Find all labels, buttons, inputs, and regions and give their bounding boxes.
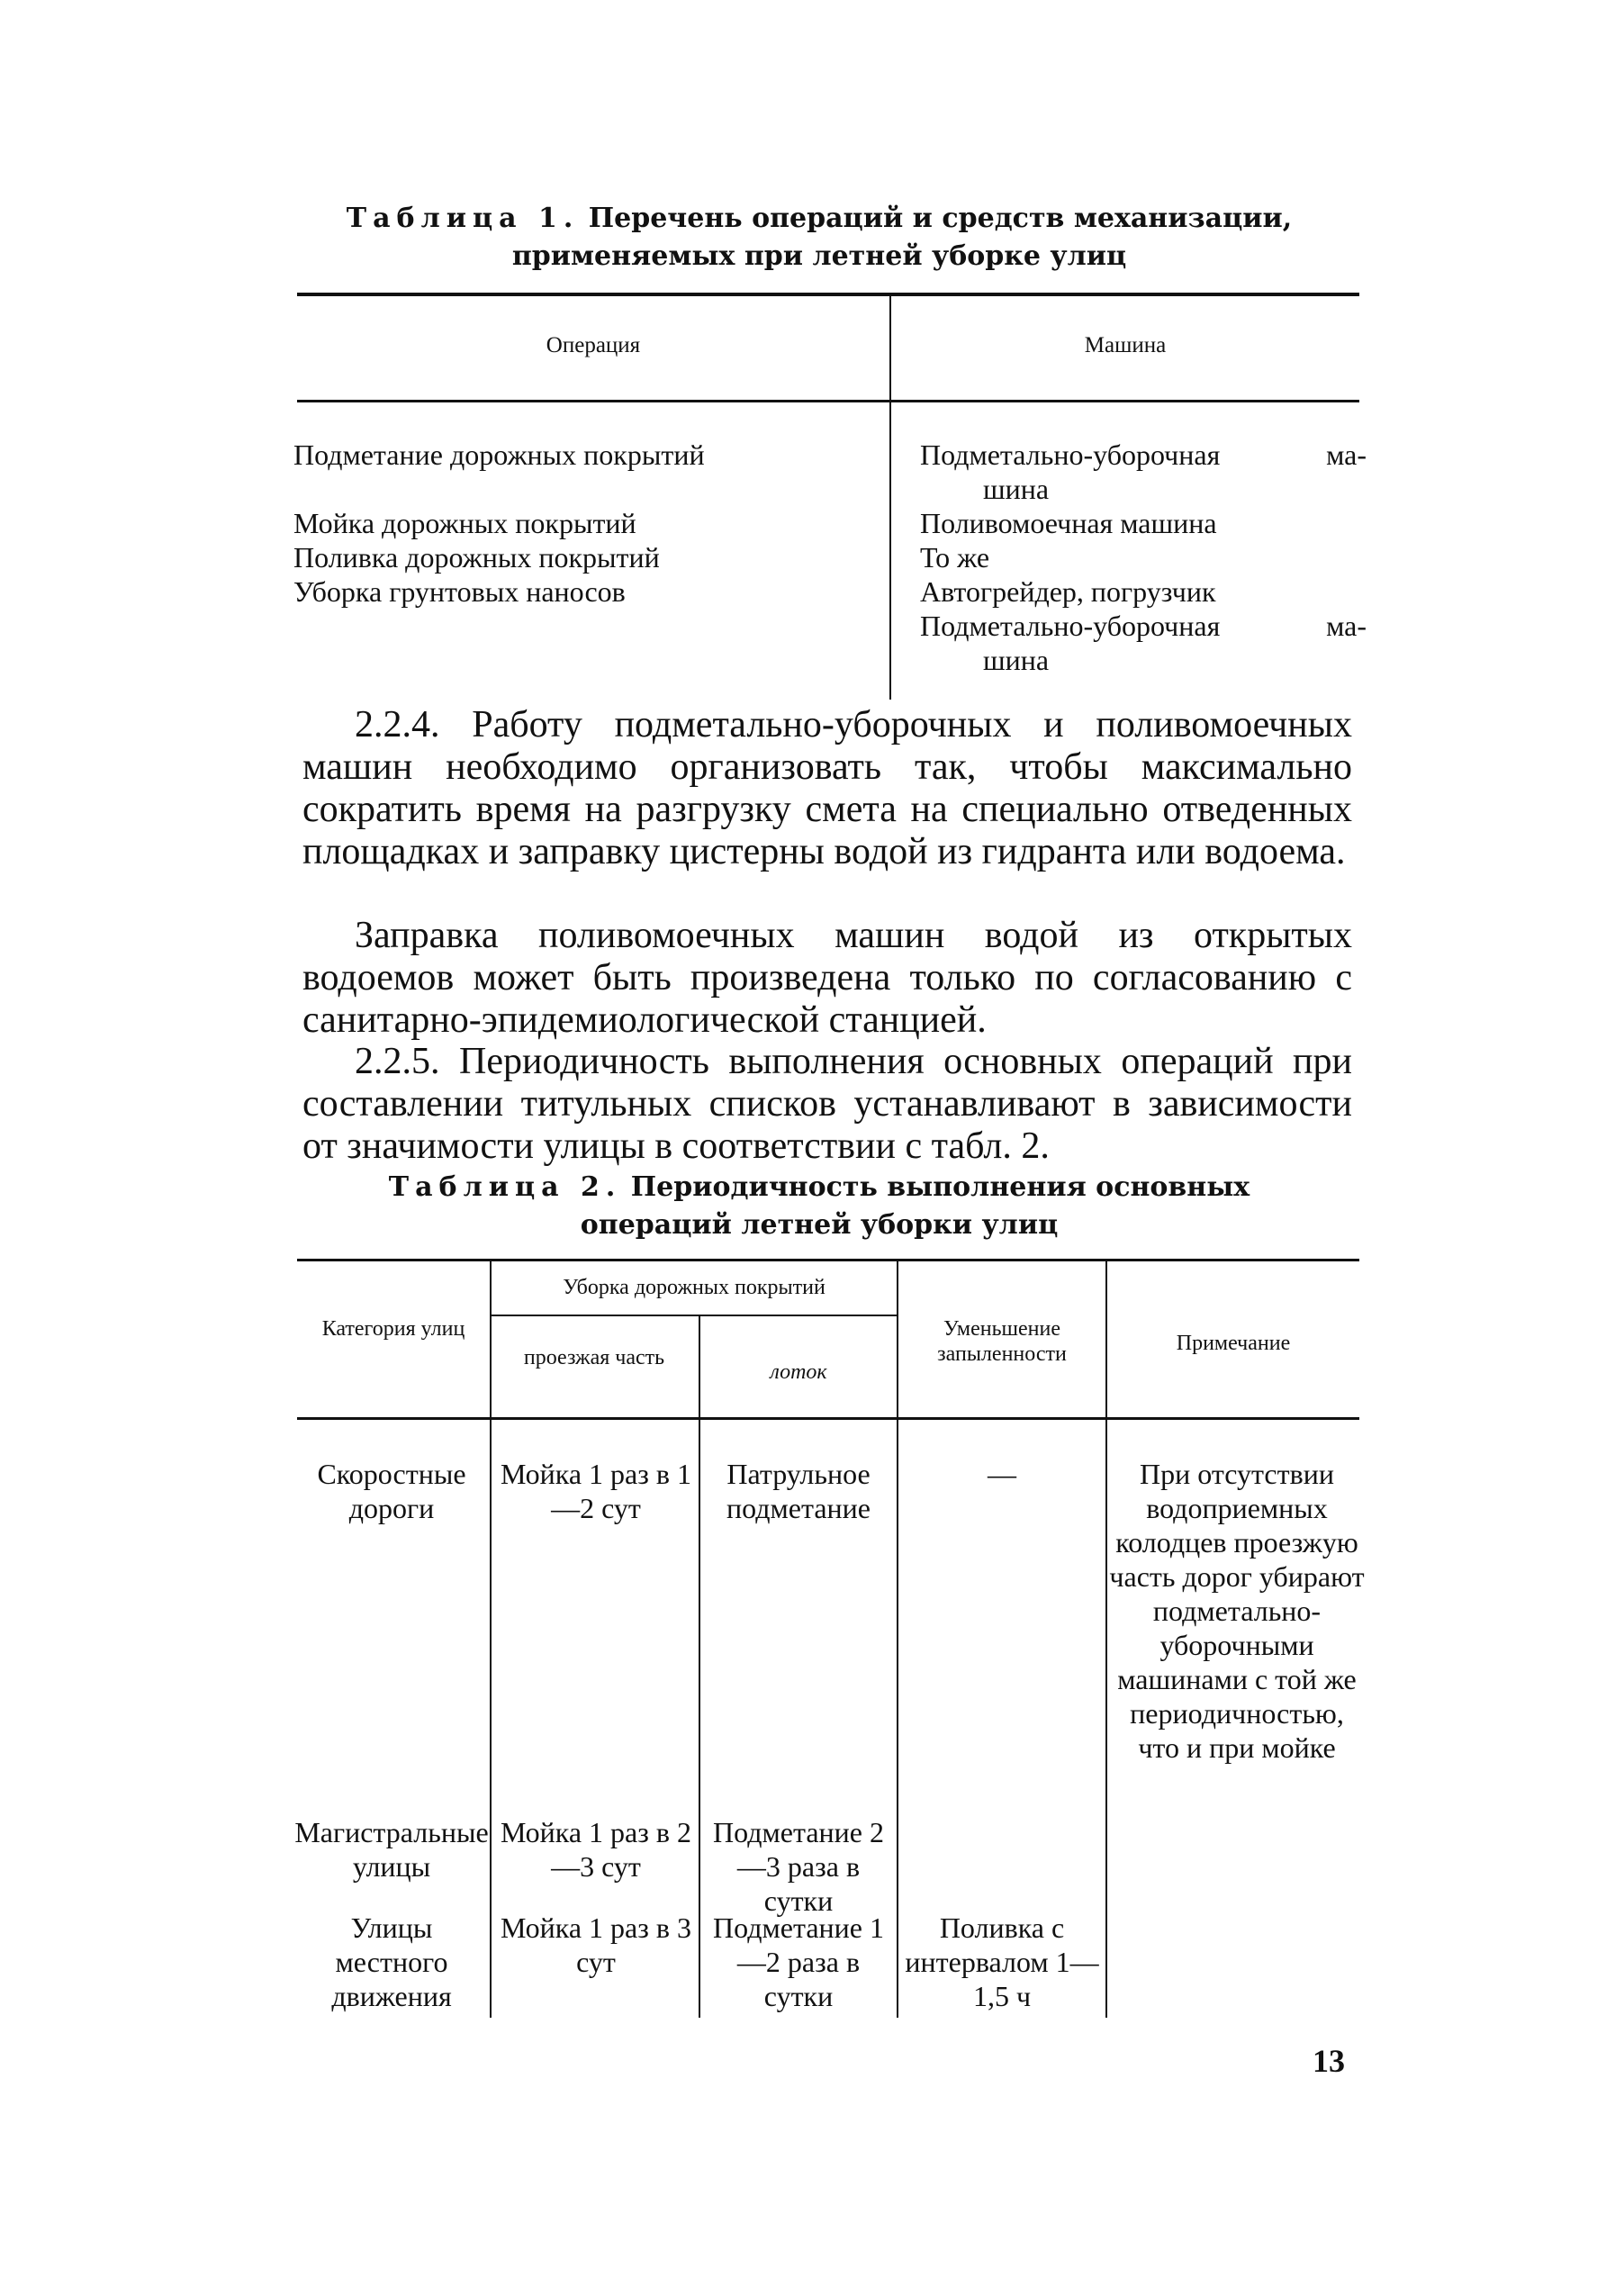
table1-top-rule (297, 293, 1359, 296)
table2-row2-roadway: Мойка 1 раз в 2—3 сут (501, 1816, 691, 1883)
table2-header-gutter: лоток (770, 1360, 827, 1384)
table2-top-rule (297, 1259, 1359, 1261)
table1-header-rule (297, 400, 1359, 402)
table2-caption-line1: Периодичность выполнения основных (630, 1171, 1250, 1203)
table2-row2-gutter: Подметание 2—3 раза в сутки (713, 1816, 884, 1917)
table2-header-note: Примечание (1176, 1332, 1291, 1355)
table1-operation-1: Подметание дорожных покрытий (293, 438, 705, 471)
table2-divider-3 (897, 1261, 898, 2018)
table2-caption (297, 1169, 1341, 1244)
table2-row1-dust: — (988, 1458, 1016, 1490)
table1-machine-5b: ма- (1326, 610, 1367, 642)
table1-caption-line1: Перечень операций и средств механизации, (588, 203, 1293, 234)
table2-row3-gutter: Подметание 1—2 раза в сутки (713, 1911, 884, 2012)
table2-divider-1 (490, 1261, 492, 2018)
table1-header-operation: Операция (546, 333, 641, 357)
page-number: 13 (1313, 2043, 1345, 2079)
table1-machine-4: Автогрейдер, погрузчик (920, 575, 1216, 608)
table2-divider-4 (1105, 1261, 1107, 2018)
table1-operations (293, 438, 705, 609)
table2-divider-2 (699, 1316, 700, 2018)
paragraph-2-2-4: 2.2.4. Работу подметально-уборочных и поливомоечных машин необходимо организовать так, чтобы максимально сократить время на разгрузку смета на специально отведенных площадках и заправку цистерны водой из гидранта или водоема. (302, 704, 1352, 872)
table1-machine-1c: шина (983, 473, 1050, 505)
table1-operation-2: Мойка дорожных покрытий (293, 507, 636, 539)
table2-row1-roadway: Мойка 1 раз в 1—2 сут (501, 1458, 691, 1524)
table1-caption-label: Таблица 1. (346, 203, 580, 234)
table1-operation-4: Уборка грунтовых наносов (293, 575, 626, 608)
table2-cleaning-subrule (492, 1315, 897, 1316)
table2-caption-line2: операций летней уборки улиц (580, 1209, 1059, 1241)
table1-machine-5c: шина (983, 644, 1050, 676)
table2-row2-category: Магистральные улицы (294, 1816, 489, 1883)
table1-machine-5a: Подметально-уборочная (920, 610, 1221, 642)
table2-header-dust: Уменьшение запыленности (937, 1317, 1067, 1366)
table1-machine-3: То же (920, 541, 990, 574)
table1-machine-1b: ма- (1326, 438, 1367, 471)
table1-caption (297, 200, 1341, 276)
table2-note: При отсутствии водоприемных колодцев проезжую часть дорог убирают подметально-уборочными машинами с той же периодичностью, что и при мойке (1109, 1458, 1365, 1764)
table2-row3-roadway: Мойка 1 раз в 3 сут (501, 1911, 691, 1978)
table2-header-cleaning: Уборка дорожных покрытий (563, 1276, 826, 1299)
table2-header-rule (297, 1417, 1359, 1420)
table1-machine-2: Поливомоечная машина (920, 507, 1217, 539)
table1-machines (920, 438, 1367, 677)
table2-row3-dust: Поливка с интервалом 1—1,5 ч (905, 1911, 1099, 2012)
table2-header-category: Категория улиц (321, 1317, 465, 1341)
paragraph-refill: Заправка поливомоечных машин водой из открытых водоемов может быть произведена только по согласованию с санитарно-эпидемиологической станцией. (302, 915, 1352, 1041)
table1-caption-line2: применяемых при летней уборке улиц (511, 240, 1127, 272)
table1-operation-3: Поливка дорожных покрытий (293, 541, 660, 574)
table1-machine-1a: Подметально-уборочная (920, 438, 1221, 471)
table2-row1-category: Скоростные дороги (317, 1458, 466, 1524)
paragraph-2-2-5: 2.2.5. Периодичность выполнения основных операций при составлении титульных списков устанавливают в зависимости от значимости улицы в соответствии с табл. 2. (302, 1041, 1352, 1167)
table2-caption-label: Таблица 2. (388, 1171, 622, 1203)
table2-row3-category: Улицы местного движения (331, 1911, 452, 2012)
table1-header-machine: Машина (1084, 333, 1167, 357)
table2-header-roadway: проезжая часть (523, 1346, 665, 1369)
table2-row1-gutter: Патрульное подметание (726, 1458, 871, 1524)
